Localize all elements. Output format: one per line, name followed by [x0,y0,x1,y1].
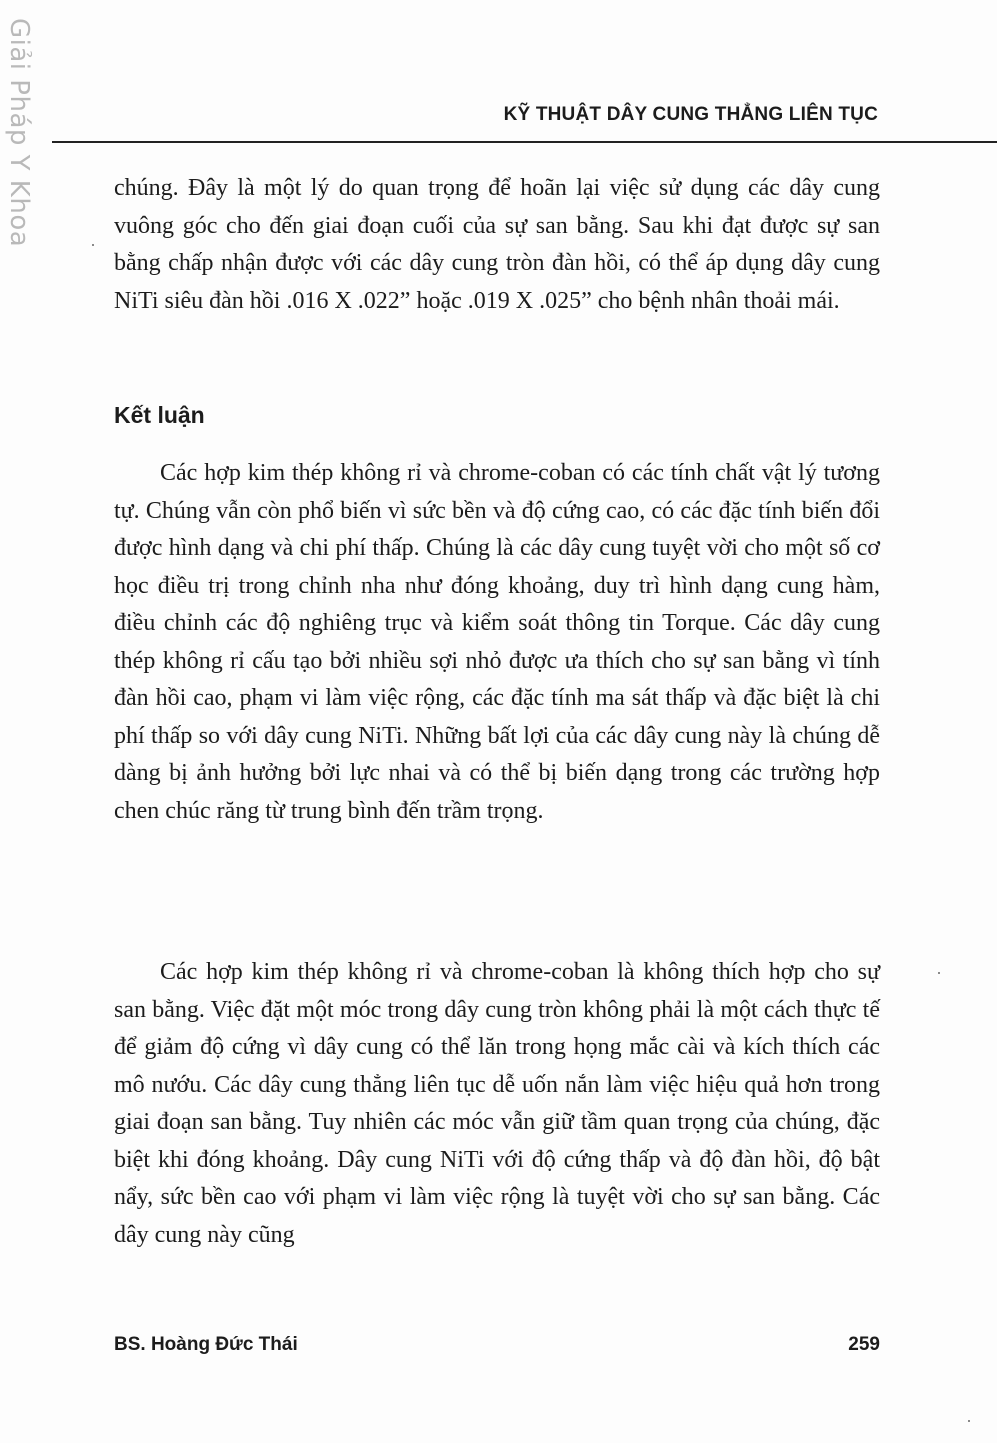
paragraph-conclusion-1: Các hợp kim thép không rỉ và chrome-coban có các tính chất vật lý tương tự. Chúng vẫn còn phổ biến vì sức bền và độ cứng cao, có các đặc tính biến đổi được hình dạng và chi phí thấp. Chúng là các dây cung tuyệt vời cho một số cơ học điều trị trong chỉnh nha như đóng khoảng, duy trì hình dạng cung hàm, điều chỉnh các độ nghiêng trục và kiểm soát thông tin Torque. Các dây cung thép không rỉ cấu tạo bởi nhiều sợi nhỏ được ưa thích cho sự san bằng vì tính đàn hồi cao, phạm vi làm việc rộng, các đặc tính ma sát thấp và đặc biệt là chi phí thấp so với dây cung NiTi. Những bất lợi của các dây cung này là chúng dễ dàng bị ảnh hưởng bởi lực nhai và có thể bị biến dạng trong các trường hợp chen chúc răng từ trung bình đến trầm trọng. [114,460,880,824]
running-head: KỸ THUẬT DÂY CUNG THẲNG LIÊN TỤC [503,104,878,125]
header-rule [52,141,997,143]
paragraph-continuation: chúng. Đây là một lý do quan trọng để hoãn lại việc sử dụng các dây cung vuông góc cho đến giai đoạn cuối của sự san bằng. Sau khi đạt được sự san bằng chấp nhận được với các dây cung tròn đàn hồi, có thể áp dụng dây cung NiTi siêu đàn hồi .016 X .022” hoặc .019 X .025” cho bệnh nhân thoải mái. [114,175,880,314]
scan-speck [92,244,94,246]
footer-author: BS. Hoàng Đức Thái [114,1334,298,1355]
scan-speck [968,1420,970,1422]
page-number: 259 [848,1334,880,1355]
scan-speck [938,972,940,974]
paragraph-conclusion-2: Các hợp kim thép không rỉ và chrome-coban là không thích hợp cho sự san bằng. Việc đặt một móc trong dây cung tròn không phải là một cách thực tế để giảm độ cứng vì dây cung có thể lăn trong họng mắc cài và kích thích các mô nướu. Các dây cung thẳng liên tục dễ uốn nắn làm việc hiệu quả hơn trong giai đoạn san bằng. Tuy nhiên các móc vẫn giữ tầm quan trọng của chúng, đặc biệt khi đóng khoảng. Dây cung NiTi với độ cứng thấp và độ đàn hồi, độ bật nẩy, sức bền cao với phạm vi làm việc rộng là tuyệt vời cho sự san bằng. Các dây cung này cũng [114,959,880,1248]
section-heading: Kết luận [114,402,205,428]
watermark: Giải Pháp Y Khoa [4,18,34,248]
